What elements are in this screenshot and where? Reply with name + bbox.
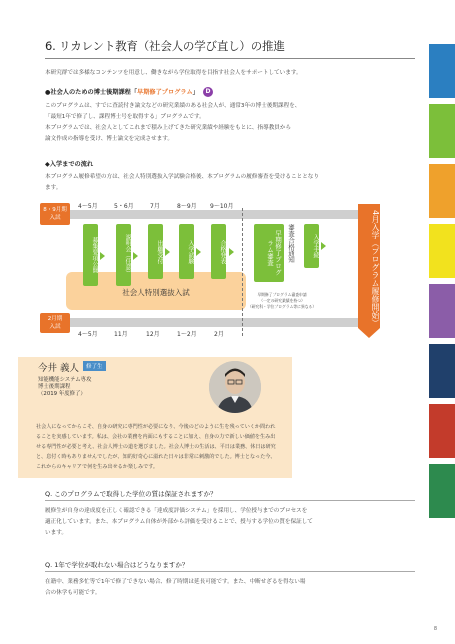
answer-line: 在籍中、業務多忙等で1年で修了できない場合、修了時期は延長可能です。また、中断せざるを得ない場 bbox=[45, 579, 306, 585]
answer-line: 合の休学も可能です。 bbox=[45, 590, 101, 596]
program-heading-prefix: ●社会人のための博士後期課程「 bbox=[45, 89, 138, 96]
graduate-name: 今井 義人 bbox=[38, 363, 80, 374]
month-bottom: 4～5月 bbox=[78, 331, 98, 338]
graduate-testimonial: 社会人になってからこそ、自身の研究に専門性が必要になり、今後のどのように生を残っていくか問われることを実感しています。私は、会社の業務を内面にもすることに加え、自身の力で新しい価値を生み出せる専門性が必要と考え、社会人博士の道を選びました。社会人博士の生活は、平日は業務、休日は研究と、息付く時もありませんでしたが、知的好奇心に溢れた日々は非常に刺激的でした。博士となった今、これからのキャリアで何を生み出せるか楽しみです。 bbox=[36, 424, 276, 470]
answer-2 bbox=[45, 577, 410, 599]
graduate-info bbox=[38, 377, 91, 398]
side-tab bbox=[429, 44, 455, 98]
flow-step: 出願受付 bbox=[148, 224, 163, 279]
flow-arrow bbox=[165, 248, 170, 256]
flow-arrow bbox=[100, 252, 105, 260]
graduate-photo bbox=[209, 361, 261, 413]
label-aug-sep-exam: 8・9月期 入試 bbox=[40, 203, 70, 225]
exam-band-label: 社会人特別選抜入試 bbox=[122, 288, 190, 297]
answer-line: 適正化しています。また、本プログラム自体が外部から評価を受けることで、授与する学位の質を保証して bbox=[45, 519, 313, 525]
flow-desc bbox=[45, 172, 410, 194]
program-body bbox=[45, 101, 410, 145]
side-tab bbox=[429, 464, 455, 518]
flow-desc-line: 本プログラム履修希望の方は、社会人特別選抜入学試験合格後、本プログラムの履修審査を受けることとなり bbox=[45, 174, 319, 180]
program-heading-highlight: 早期修了プログラム bbox=[137, 89, 193, 96]
side-tab bbox=[429, 404, 455, 458]
timeline-bottom bbox=[40, 318, 358, 327]
title-rule bbox=[45, 58, 415, 59]
label-feb-exam: 2月期 入試 bbox=[40, 313, 70, 333]
section-title: 6. リカレント教育（社会人の学び直し）の推進 bbox=[45, 39, 285, 53]
side-tab bbox=[429, 344, 455, 398]
answer-1 bbox=[45, 506, 410, 539]
side-color-tabs bbox=[429, 44, 455, 524]
program-line: 論文作成の指導を受け、博士論文を完成させます。 bbox=[45, 136, 173, 142]
month-top: 4～5月 bbox=[78, 203, 98, 210]
april-arrow-tip bbox=[358, 328, 380, 338]
month-top: 5・6月 bbox=[114, 203, 134, 210]
question-rule bbox=[45, 500, 415, 501]
graduate-info-line: （2019 年度修了） bbox=[38, 391, 86, 397]
flow-arrow bbox=[321, 242, 326, 250]
month-top: 9～10月 bbox=[210, 203, 234, 210]
flow-step: 合格発表 bbox=[211, 224, 226, 279]
side-tab bbox=[429, 164, 455, 218]
program-line: 「最短1年で修了し、課程博士号を取得する」プログラムです。 bbox=[45, 114, 205, 120]
admission-flow-diagram bbox=[40, 200, 415, 340]
month-top: 7月 bbox=[150, 203, 160, 210]
doctoral-badge: D bbox=[203, 87, 213, 97]
month-bottom: 12月 bbox=[146, 331, 160, 338]
program-line: 本プログラムでは、社会人としてこれまで積み上げてきた研究業績や経験をもとに、指導教員から bbox=[45, 125, 292, 131]
program-heading-suffix: 」 bbox=[192, 89, 199, 96]
question-2: Q. 1年で学位が取れない場合はどうなりますか？ bbox=[45, 561, 189, 569]
side-tab bbox=[429, 224, 455, 278]
flow-arrow bbox=[229, 248, 234, 256]
month-bottom: 1～2月 bbox=[177, 331, 197, 338]
month-top: 8～9月 bbox=[177, 203, 197, 210]
side-tab bbox=[429, 284, 455, 338]
month-bottom: 11月 bbox=[114, 331, 128, 338]
review-result-notice: 審査合格通知 bbox=[287, 224, 295, 263]
graduate-info-line: 知能機能システム専攻 bbox=[38, 377, 92, 383]
page-number: 8 bbox=[433, 626, 437, 632]
program-heading bbox=[45, 87, 213, 97]
section-intro: 本研究群では多様なコンテンツを用意し、働きながら学位取得を目指す社会人をサポートしています。 bbox=[45, 70, 302, 76]
month-bottom: 2月 bbox=[214, 331, 224, 338]
flow-arrow bbox=[196, 248, 201, 256]
answer-line: 履修生が自身の達成度を正しく確認できる「達成度評価システム」を採用し、学位授与までのプロセスを bbox=[45, 508, 308, 514]
flow-step: 説明会（任意） bbox=[116, 224, 131, 286]
question-1: Q. このプログラムで取得した学位の質は保証されますか？ bbox=[45, 490, 217, 498]
flow-desc-line: ます。 bbox=[45, 185, 62, 191]
answer-line: います。 bbox=[45, 530, 67, 536]
side-tab bbox=[429, 104, 455, 158]
timeline-top bbox=[40, 210, 358, 219]
flow-arrow bbox=[133, 252, 138, 260]
program-line: このプログラムは、すでに査読付き論文などの研究業績のある社会人が、通常3年の博士後期課程を、 bbox=[45, 103, 301, 109]
flow-heading: ◆入学までの流れ bbox=[45, 161, 94, 168]
flow-step: 入学試験 bbox=[179, 224, 194, 279]
flow-separator bbox=[242, 208, 243, 336]
graduate-badge: 修了生 bbox=[83, 361, 106, 371]
question-rule bbox=[45, 571, 415, 572]
early-completion-review: 早期修了プログラム審査 bbox=[254, 224, 284, 282]
person-silhouette-icon bbox=[209, 361, 261, 413]
early-review-note: 早期修了プログラム審査申請 （一定の研究業績を持つ） （研究科・学位プログラム等に異なる） bbox=[247, 292, 317, 309]
enrollment-procedure: 入学手続 bbox=[304, 224, 319, 268]
graduate-info-line: 博士後期課程 bbox=[38, 384, 71, 390]
flow-step: 募集要項公開 bbox=[83, 224, 98, 286]
april-enrollment-arrow: 4月入学（プログラム履修開始） bbox=[358, 204, 380, 328]
